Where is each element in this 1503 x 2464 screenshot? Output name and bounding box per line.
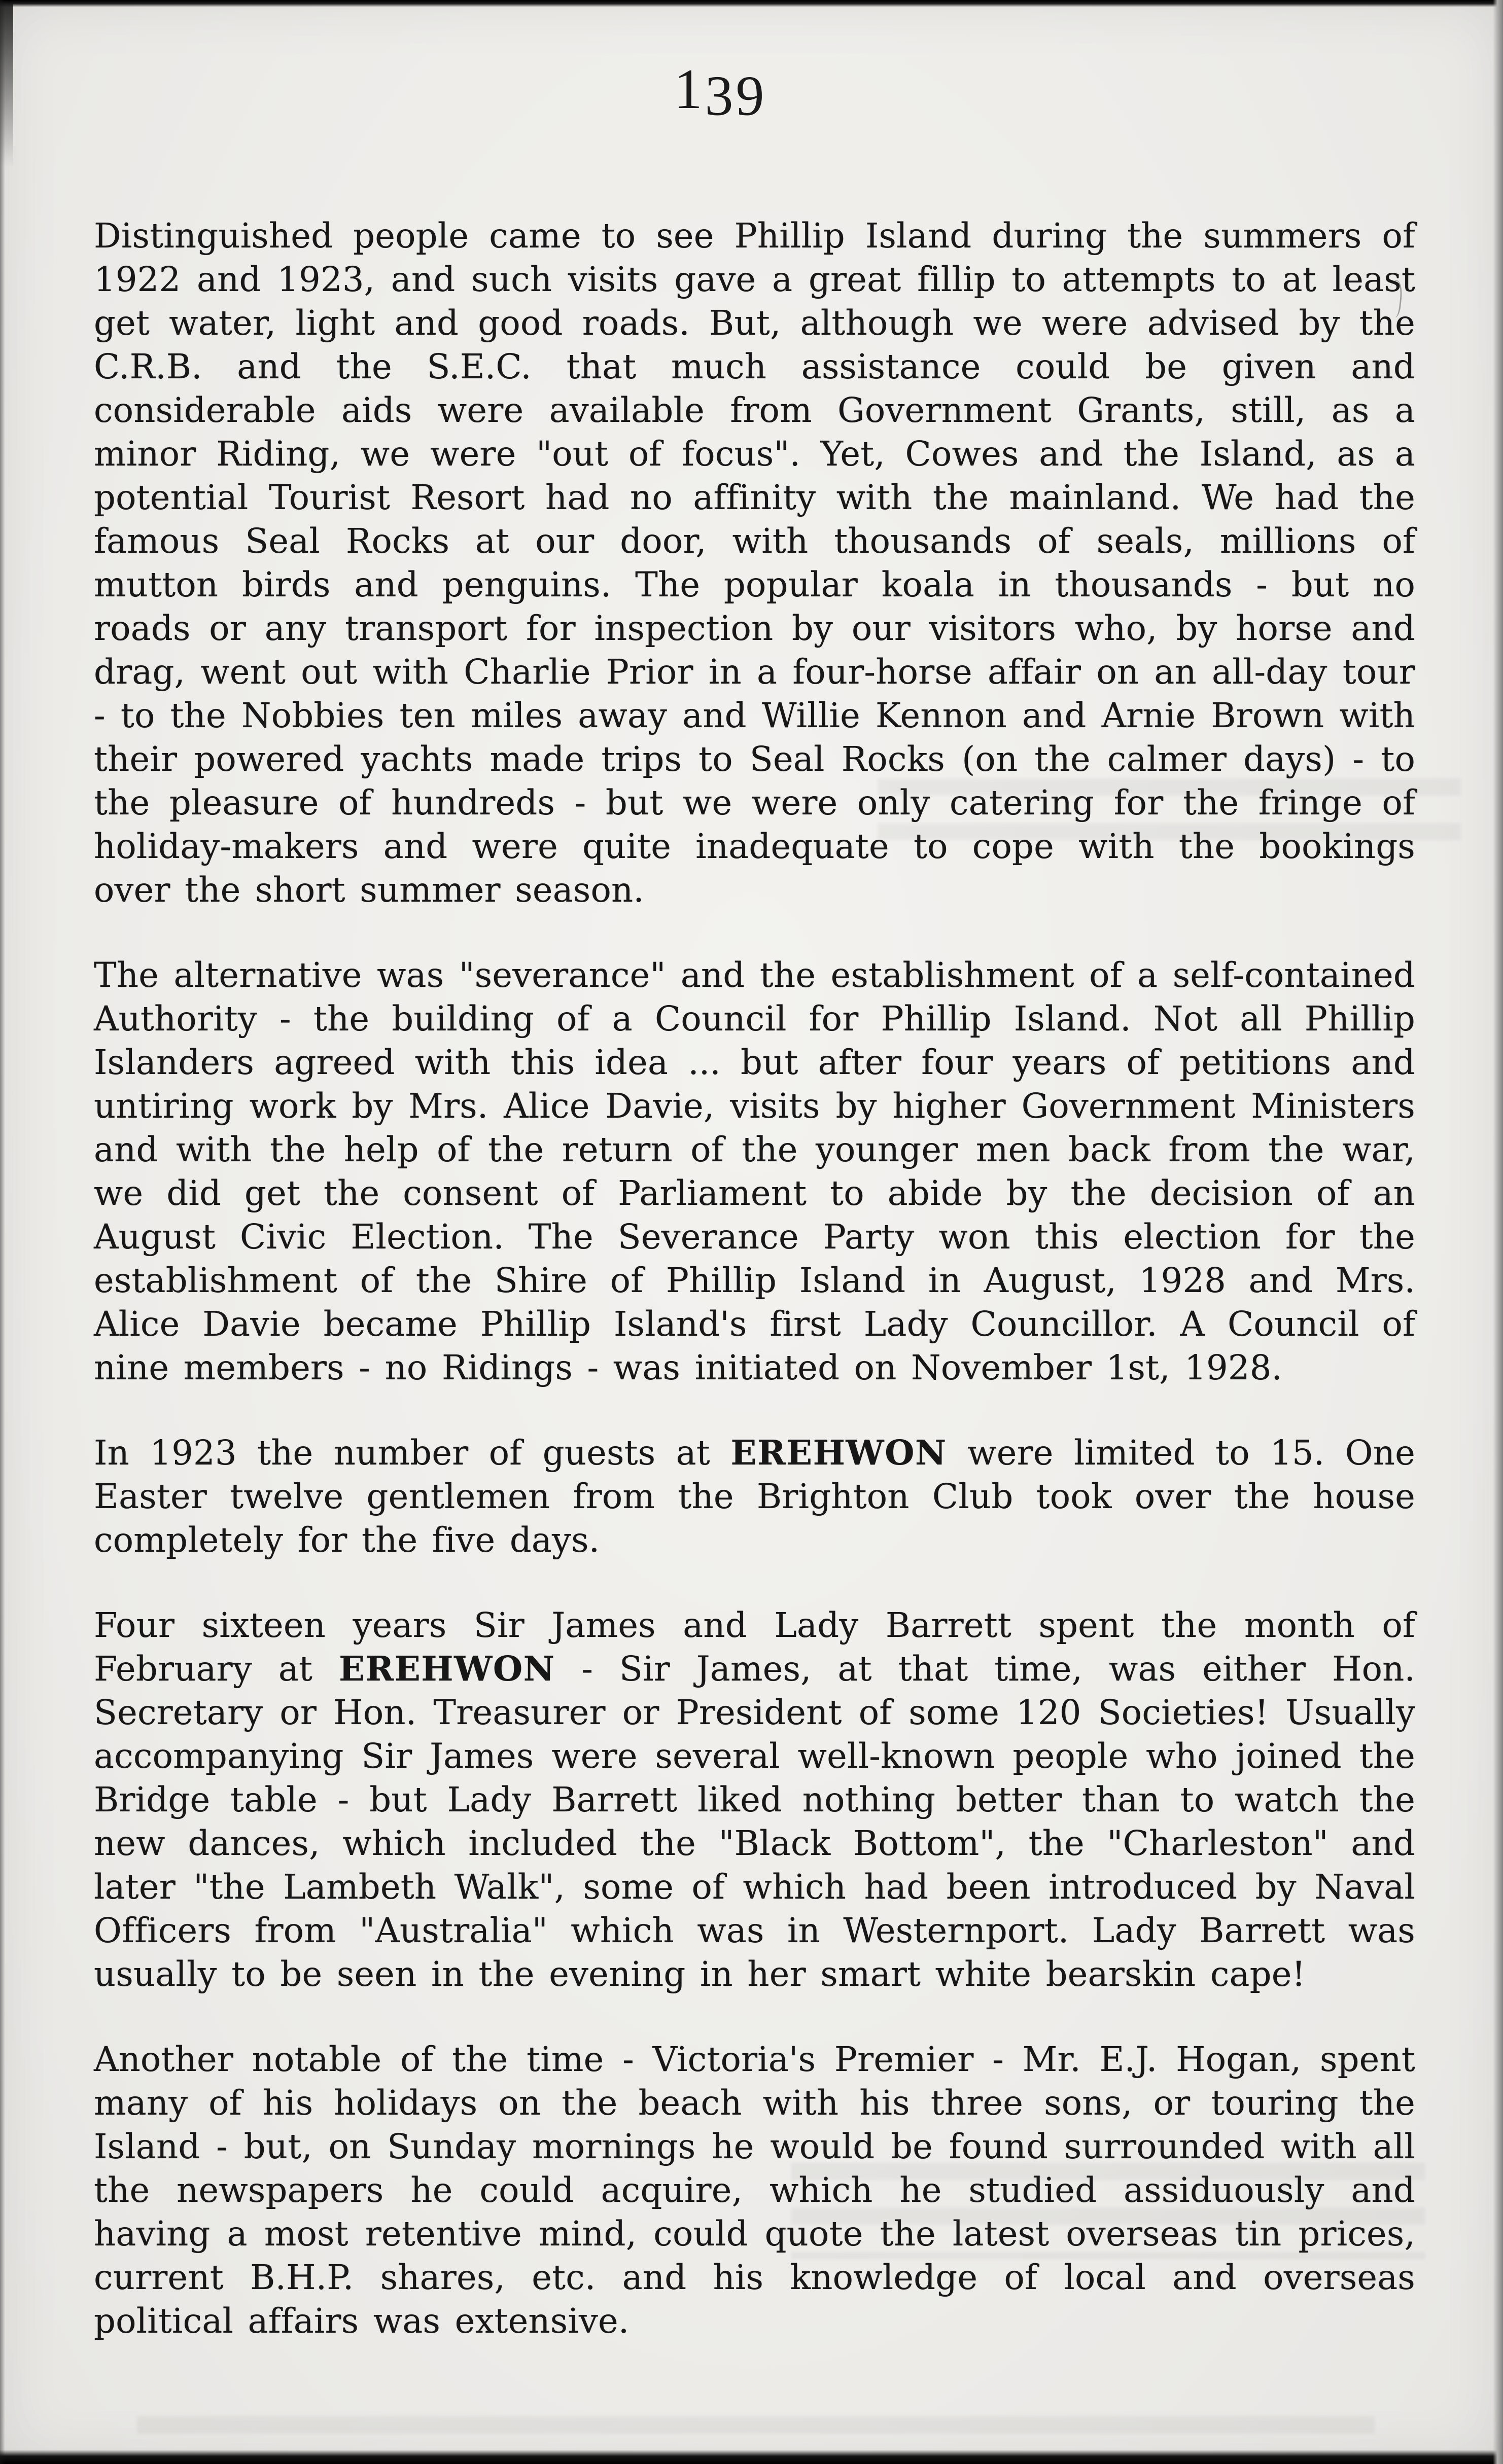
page-number-digit: 3	[705, 64, 736, 128]
scan-edge-right	[1493, 0, 1503, 2464]
paragraph	[94, 1431, 1415, 1562]
scan-edge-top	[0, 0, 1503, 7]
emphasized-text: EREHWON	[730, 1433, 947, 1473]
text-run: Distinguished people came to see Phillip Island during the summers of 1922 and 1923, and such visits gave a great fillip to attempts to at least get water, light and good roads. But, although we were advised by the C.R.B. and the S.E.C. that much assistance could be given and considerable aids were available from Government Grants, still, as a minor Riding, we were "out of focus". Yet, Cowes and the Island, as a potential Tourist Resort had no affinity with the mainland. We had the famous Seal Rocks at our door, with thousands of seals, millions of mutton birds and penguins. The popular koala in thousands - but no roads or any transport for inspection by our visitors who, by horse and drag, went out with Charlie Prior in a four-horse affair on an all-day tour - to the Nobbies ten miles away and Willie Kennon and Arnie Brown with their powered yachts made trips to Seal Rocks (on the calmer days) - to the pleasure of hundreds - but we were only catering for the fringe of holiday-makers and were quite inadequate to cope with the bookings over the short summer season.	[94, 216, 1415, 910]
paragraph	[94, 214, 1415, 912]
text-run: Four sixteen years Sir James and Lady Barrett spent the month of February at	[94, 1605, 1415, 1689]
bleed-through-artifact	[137, 2406, 1375, 2449]
paragraph	[94, 953, 1415, 1389]
page-number-digit: 9	[736, 64, 767, 128]
scan-edge-bottom	[0, 2450, 1503, 2464]
text-run: The alternative was "severance" and the establishment of a self-contained Authority - the building of a Council for Phillip Island. Not all Phillip Islanders agreed with this idea ... but after four years of petitions and untiring work by Mrs. Alice Davie, visits by higher Government Ministers and with the help of the return of the younger men back from the war, we did get the consent of Parliament to abide by the decision of an August Civic Election. The Severance Party won this election for the establishment of the Shire of Phillip Island in August, 1928 and Mrs. Alice Davie became Phillip Island's first Lady Councillor. A Council of nine members - no Ridings - was initiated on November 1st, 1928.	[94, 955, 1415, 1387]
document-body	[94, 214, 1415, 2384]
emphasized-text: EREHWON	[338, 1649, 555, 1689]
text-run: Another notable of the time - Victoria's Premier - Mr. E.J. Hogan, spent many of his holidays on the beach with his three sons, or touring the Island - but, on Sunday mornings he would be found surrounded with all the newspapers he could acquire, which he studied assiduously and having a most retentive mind, could quote the latest overseas tin prices, current B.H.P. shares, etc. and his knowledge of local and overseas political affairs was extensive.	[94, 2040, 1415, 2341]
page-number	[94, 57, 1347, 128]
text-run: In 1923 the number of guests at	[94, 1433, 731, 1473]
text-run: - Sir James, at that time, was either Hon. Secretary or Hon. Treasurer or President of some 120 Societies! Usually accompanying Sir James were several well-known people who joined the Bridge table - but Lady Barrett liked nothing better than to watch the new dances, which included the "Black Bottom", the "Charleston" and later "the Lambeth Walk", some of which had been introduced by Naval Officers from "Australia" which was in Westernport. Lady Barrett was usually to be seen in the evening in her smart white bearskin cape!	[94, 1649, 1415, 1994]
paragraph	[94, 1603, 1415, 1996]
page-number-digit: 1	[674, 58, 705, 121]
text-run: were limited to 15. One Easter twelve gentlemen from the Brighton Club took over the house completely for the five days.	[94, 1433, 1415, 1560]
scan-edge-left	[0, 0, 5, 2464]
paragraph	[94, 2038, 1415, 2343]
